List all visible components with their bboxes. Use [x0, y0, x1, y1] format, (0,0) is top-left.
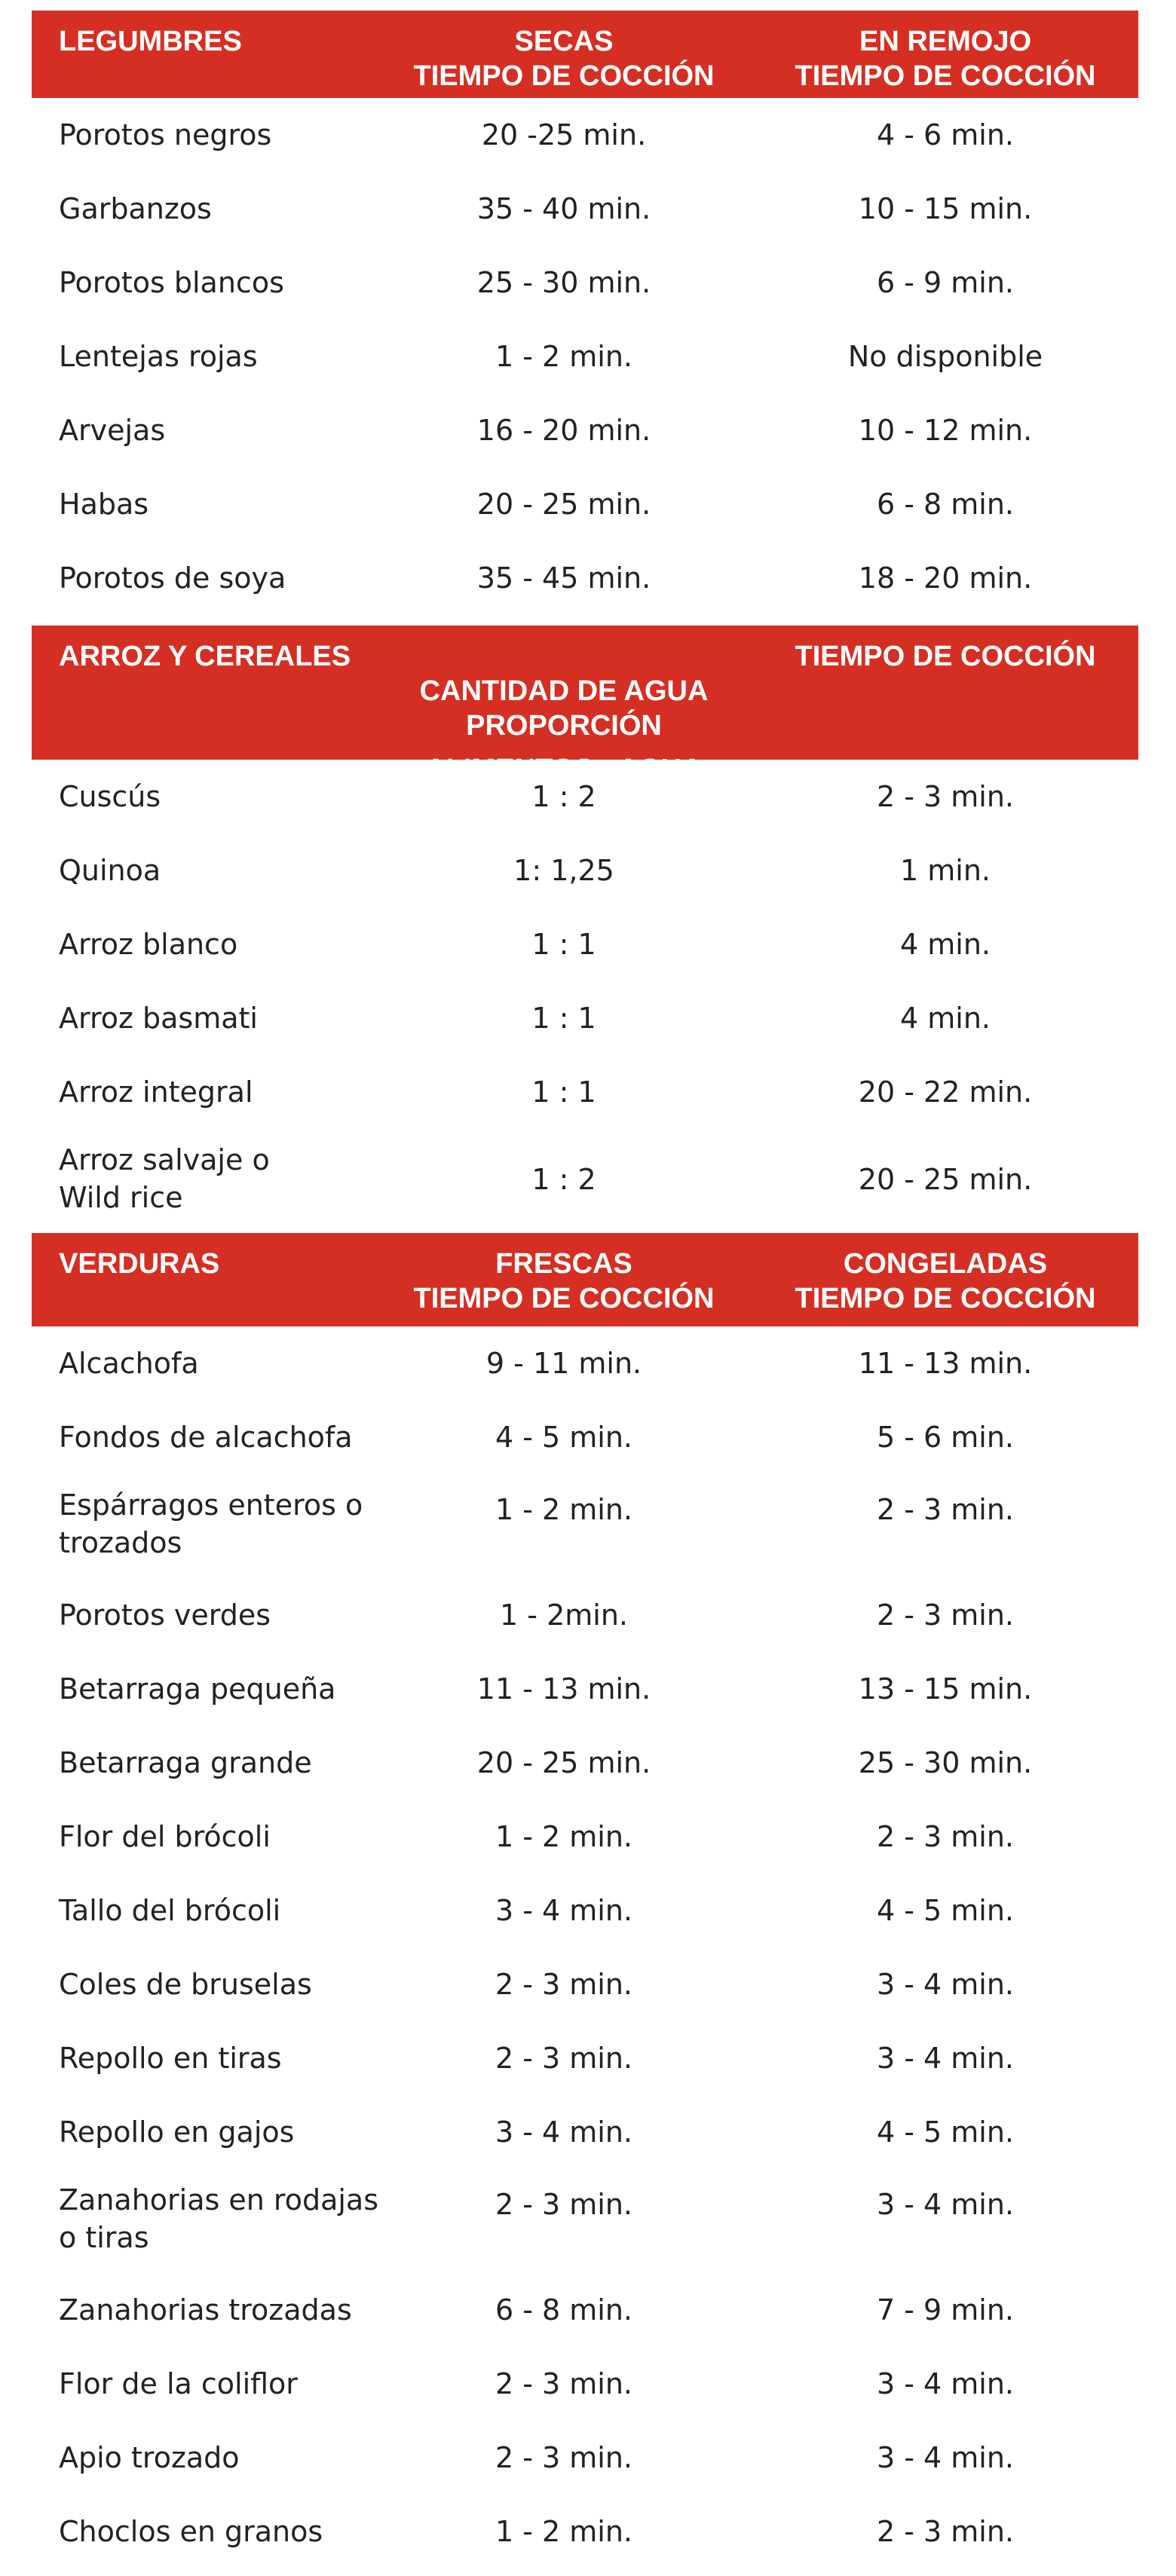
- row-item: Zanahorias trozadas: [59, 2293, 352, 2327]
- row-value-2: 20 - 25 min.: [858, 1163, 1033, 1196]
- arroz-header: [32, 626, 1138, 785]
- table-row: [32, 1652, 1138, 1726]
- row-value-2: 2 - 3 min.: [876, 1820, 1015, 1853]
- row-value-2: 3 - 4 min.: [876, 2188, 1015, 2221]
- table-row: [32, 2347, 1138, 2421]
- row-value-1: 2 - 3 min.: [495, 1968, 633, 2001]
- table-row: [32, 2273, 1138, 2347]
- row-item: Arroz basmati: [59, 1002, 258, 1035]
- table-row: [32, 1874, 1138, 1947]
- legumbres-rows: [32, 98, 1138, 626]
- table-row: [32, 98, 1138, 172]
- header-column-3: EN REMOJO TIEMPO DE COCCIÓN: [795, 26, 1096, 92]
- row-item: Arvejas: [59, 414, 166, 447]
- row-value-1: 1 - 2 min.: [495, 340, 633, 373]
- header-category: ARROZ Y CEREALES: [59, 641, 351, 672]
- row-item: Betarraga pequeña: [59, 1672, 336, 1706]
- table-row: [32, 1800, 1138, 1874]
- row-value-2: 13 - 15 min.: [858, 1672, 1033, 1706]
- table-row: [32, 393, 1138, 467]
- row-item: Habas: [59, 488, 149, 521]
- row-item: Porotos verdes: [59, 1599, 271, 1632]
- header-column-3: TIEMPO DE COCCIÓN: [795, 641, 1096, 672]
- row-item: Arroz blanco: [59, 928, 238, 961]
- row-item: Arroz salvaje o Wild rice: [59, 1143, 270, 1214]
- row-item: Flor de la coliflor: [59, 2367, 298, 2400]
- row-item: Porotos blancos: [59, 266, 284, 299]
- row-item: Repollo en tiras: [59, 2042, 282, 2075]
- table-row: [32, 246, 1138, 320]
- header-column-2-title: CANTIDAD DE AGUA PROPORCIÓN: [419, 675, 709, 742]
- table-row: [32, 981, 1138, 1055]
- row-value-1: 3 - 4 min.: [495, 2116, 633, 2149]
- table-row: [32, 320, 1138, 393]
- row-value-2: 2 - 3 min.: [876, 1493, 1015, 1526]
- row-item: Fondos de alcachofa: [59, 1421, 353, 1454]
- row-value-1: 1 : 1: [531, 1075, 596, 1109]
- table-row: [32, 1947, 1138, 2021]
- row-value-1: 1 - 2 min.: [495, 1820, 633, 1853]
- row-value-1: 1 - 2min.: [500, 1599, 628, 1632]
- table-row: [32, 1129, 1138, 1225]
- row-item: Porotos de soya: [59, 561, 286, 595]
- row-value-1: 2 - 3 min.: [495, 2367, 633, 2400]
- row-item: Apio trozado: [59, 2441, 240, 2474]
- arroz-section: [32, 626, 1138, 1233]
- row-item: Flor del brócoli: [59, 1820, 271, 1853]
- row-item: Tallo del brócoli: [59, 1894, 281, 1927]
- row-value-1: 1 - 2 min.: [495, 1493, 633, 1526]
- row-value-2: 4 min.: [900, 928, 991, 961]
- row-item: Alcachofa: [59, 1347, 199, 1380]
- row-value-1: 35 - 45 min.: [476, 561, 651, 595]
- row-value-2: 25 - 30 min.: [858, 1746, 1033, 1779]
- row-item: Quinoa: [59, 854, 161, 887]
- row-value-1: 16 - 20 min.: [476, 414, 651, 447]
- table-row: [32, 2021, 1138, 2095]
- table-row: [32, 1400, 1138, 1474]
- row-value-2: 3 - 4 min.: [876, 2042, 1015, 2075]
- row-value-2: 3 - 4 min.: [876, 2441, 1015, 2474]
- row-value-1: 25 - 30 min.: [476, 266, 651, 299]
- row-value-1: 4 - 5 min.: [495, 1421, 633, 1454]
- table-row: [32, 1578, 1138, 1652]
- table-row: [32, 1474, 1138, 1578]
- row-value-2: No disponible: [847, 340, 1043, 373]
- row-value-1: 2 - 3 min.: [495, 2188, 633, 2221]
- row-item: Cuscús: [59, 780, 161, 813]
- table-row: [32, 467, 1138, 541]
- table-row: [32, 2421, 1138, 2495]
- row-value-1: 20 - 25 min.: [476, 1746, 651, 1779]
- header-column-2: SECAS TIEMPO DE COCCIÓN: [413, 26, 715, 92]
- verduras-header: [32, 1233, 1138, 1326]
- table-row: [32, 2095, 1138, 2169]
- row-item: Repollo en gajos: [59, 2116, 295, 2149]
- row-value-1: 20 -25 min.: [481, 118, 647, 151]
- row-value-1: 2 - 3 min.: [495, 2441, 633, 2474]
- table-row: [32, 2495, 1138, 2568]
- cooking-times-table: [32, 11, 1138, 2568]
- row-value-1: 11 - 13 min.: [476, 1672, 651, 1706]
- verduras-rows: [32, 1326, 1138, 2568]
- row-item: Porotos negros: [59, 118, 272, 151]
- row-item: Arroz integral: [59, 1075, 253, 1109]
- row-value-2: 4 - 5 min.: [876, 2116, 1015, 2149]
- legumbres-section: [32, 11, 1138, 626]
- row-value-2: 4 - 6 min.: [876, 118, 1015, 151]
- table-row: [32, 760, 1138, 834]
- row-value-2: 1 min.: [900, 854, 991, 887]
- row-value-1: 1 - 2 min.: [495, 2515, 633, 2548]
- row-item: Garbanzos: [59, 192, 212, 225]
- row-value-2: 10 - 15 min.: [858, 192, 1033, 225]
- row-value-2: 2 - 3 min.: [876, 2515, 1015, 2548]
- row-item: Coles de bruselas: [59, 1968, 312, 2001]
- row-value-2: 6 - 9 min.: [876, 266, 1015, 299]
- row-item: Choclos en granos: [59, 2515, 323, 2548]
- row-value-1: 6 - 8 min.: [495, 2293, 633, 2327]
- table-row: [32, 834, 1138, 907]
- header-category: VERDURAS: [59, 1248, 220, 1280]
- verduras-section: [32, 1233, 1138, 2568]
- row-value-1: 1 : 1: [531, 1002, 596, 1035]
- header-column-3: CONGELADAS TIEMPO DE COCCIÓN: [795, 1248, 1096, 1314]
- row-item: Lentejas rojas: [59, 340, 258, 373]
- header-column-2: FRESCAS TIEMPO DE COCCIÓN: [413, 1248, 715, 1314]
- row-value-1: 1 : 1: [531, 928, 596, 961]
- row-item: Espárragos enteros o trozados: [59, 1488, 363, 1559]
- row-item: Zanahorias en rodajas o tiras: [59, 2183, 378, 2254]
- table-row: [32, 907, 1138, 981]
- row-value-2: 18 - 20 min.: [858, 561, 1033, 595]
- row-value-2: 2 - 3 min.: [876, 780, 1015, 813]
- table-row: [32, 2169, 1138, 2273]
- row-value-2: 20 - 22 min.: [858, 1075, 1033, 1109]
- table-row: [32, 1726, 1138, 1800]
- arroz-rows: [32, 760, 1138, 1233]
- row-value-2: 6 - 8 min.: [876, 488, 1015, 521]
- row-value-1: 9 - 11 min.: [485, 1347, 642, 1380]
- header-category: LEGUMBRES: [59, 26, 242, 57]
- row-value-1: 3 - 4 min.: [495, 1894, 633, 1927]
- row-value-2: 3 - 4 min.: [876, 2367, 1015, 2400]
- row-value-2: 5 - 6 min.: [876, 1421, 1015, 1454]
- row-value-1: 2 - 3 min.: [495, 2042, 633, 2075]
- row-value-1: 20 - 25 min.: [476, 488, 651, 521]
- row-value-2: 3 - 4 min.: [876, 1968, 1015, 2001]
- row-value-2: 11 - 13 min.: [858, 1347, 1033, 1380]
- row-item: Betarraga grande: [59, 1746, 312, 1779]
- row-value-2: 7 - 9 min.: [876, 2293, 1015, 2327]
- table-row: [32, 1326, 1138, 1400]
- row-value-1: 1: 1,25: [513, 854, 614, 887]
- row-value-1: 1 : 2: [531, 1163, 596, 1196]
- row-value-1: 1 : 2: [531, 780, 596, 813]
- row-value-2: 2 - 3 min.: [876, 1599, 1015, 1632]
- row-value-1: 35 - 40 min.: [476, 192, 651, 225]
- row-value-2: 4 min.: [900, 1002, 991, 1035]
- table-row: [32, 172, 1138, 246]
- table-row: [32, 1055, 1138, 1129]
- row-value-2: 10 - 12 min.: [858, 414, 1033, 447]
- header-column-2-subtitle: ALIMENTOS : AGUA: [425, 754, 703, 785]
- legumbres-header: [32, 11, 1138, 98]
- table-row: [32, 541, 1138, 615]
- row-value-2: 4 - 5 min.: [876, 1894, 1015, 1927]
